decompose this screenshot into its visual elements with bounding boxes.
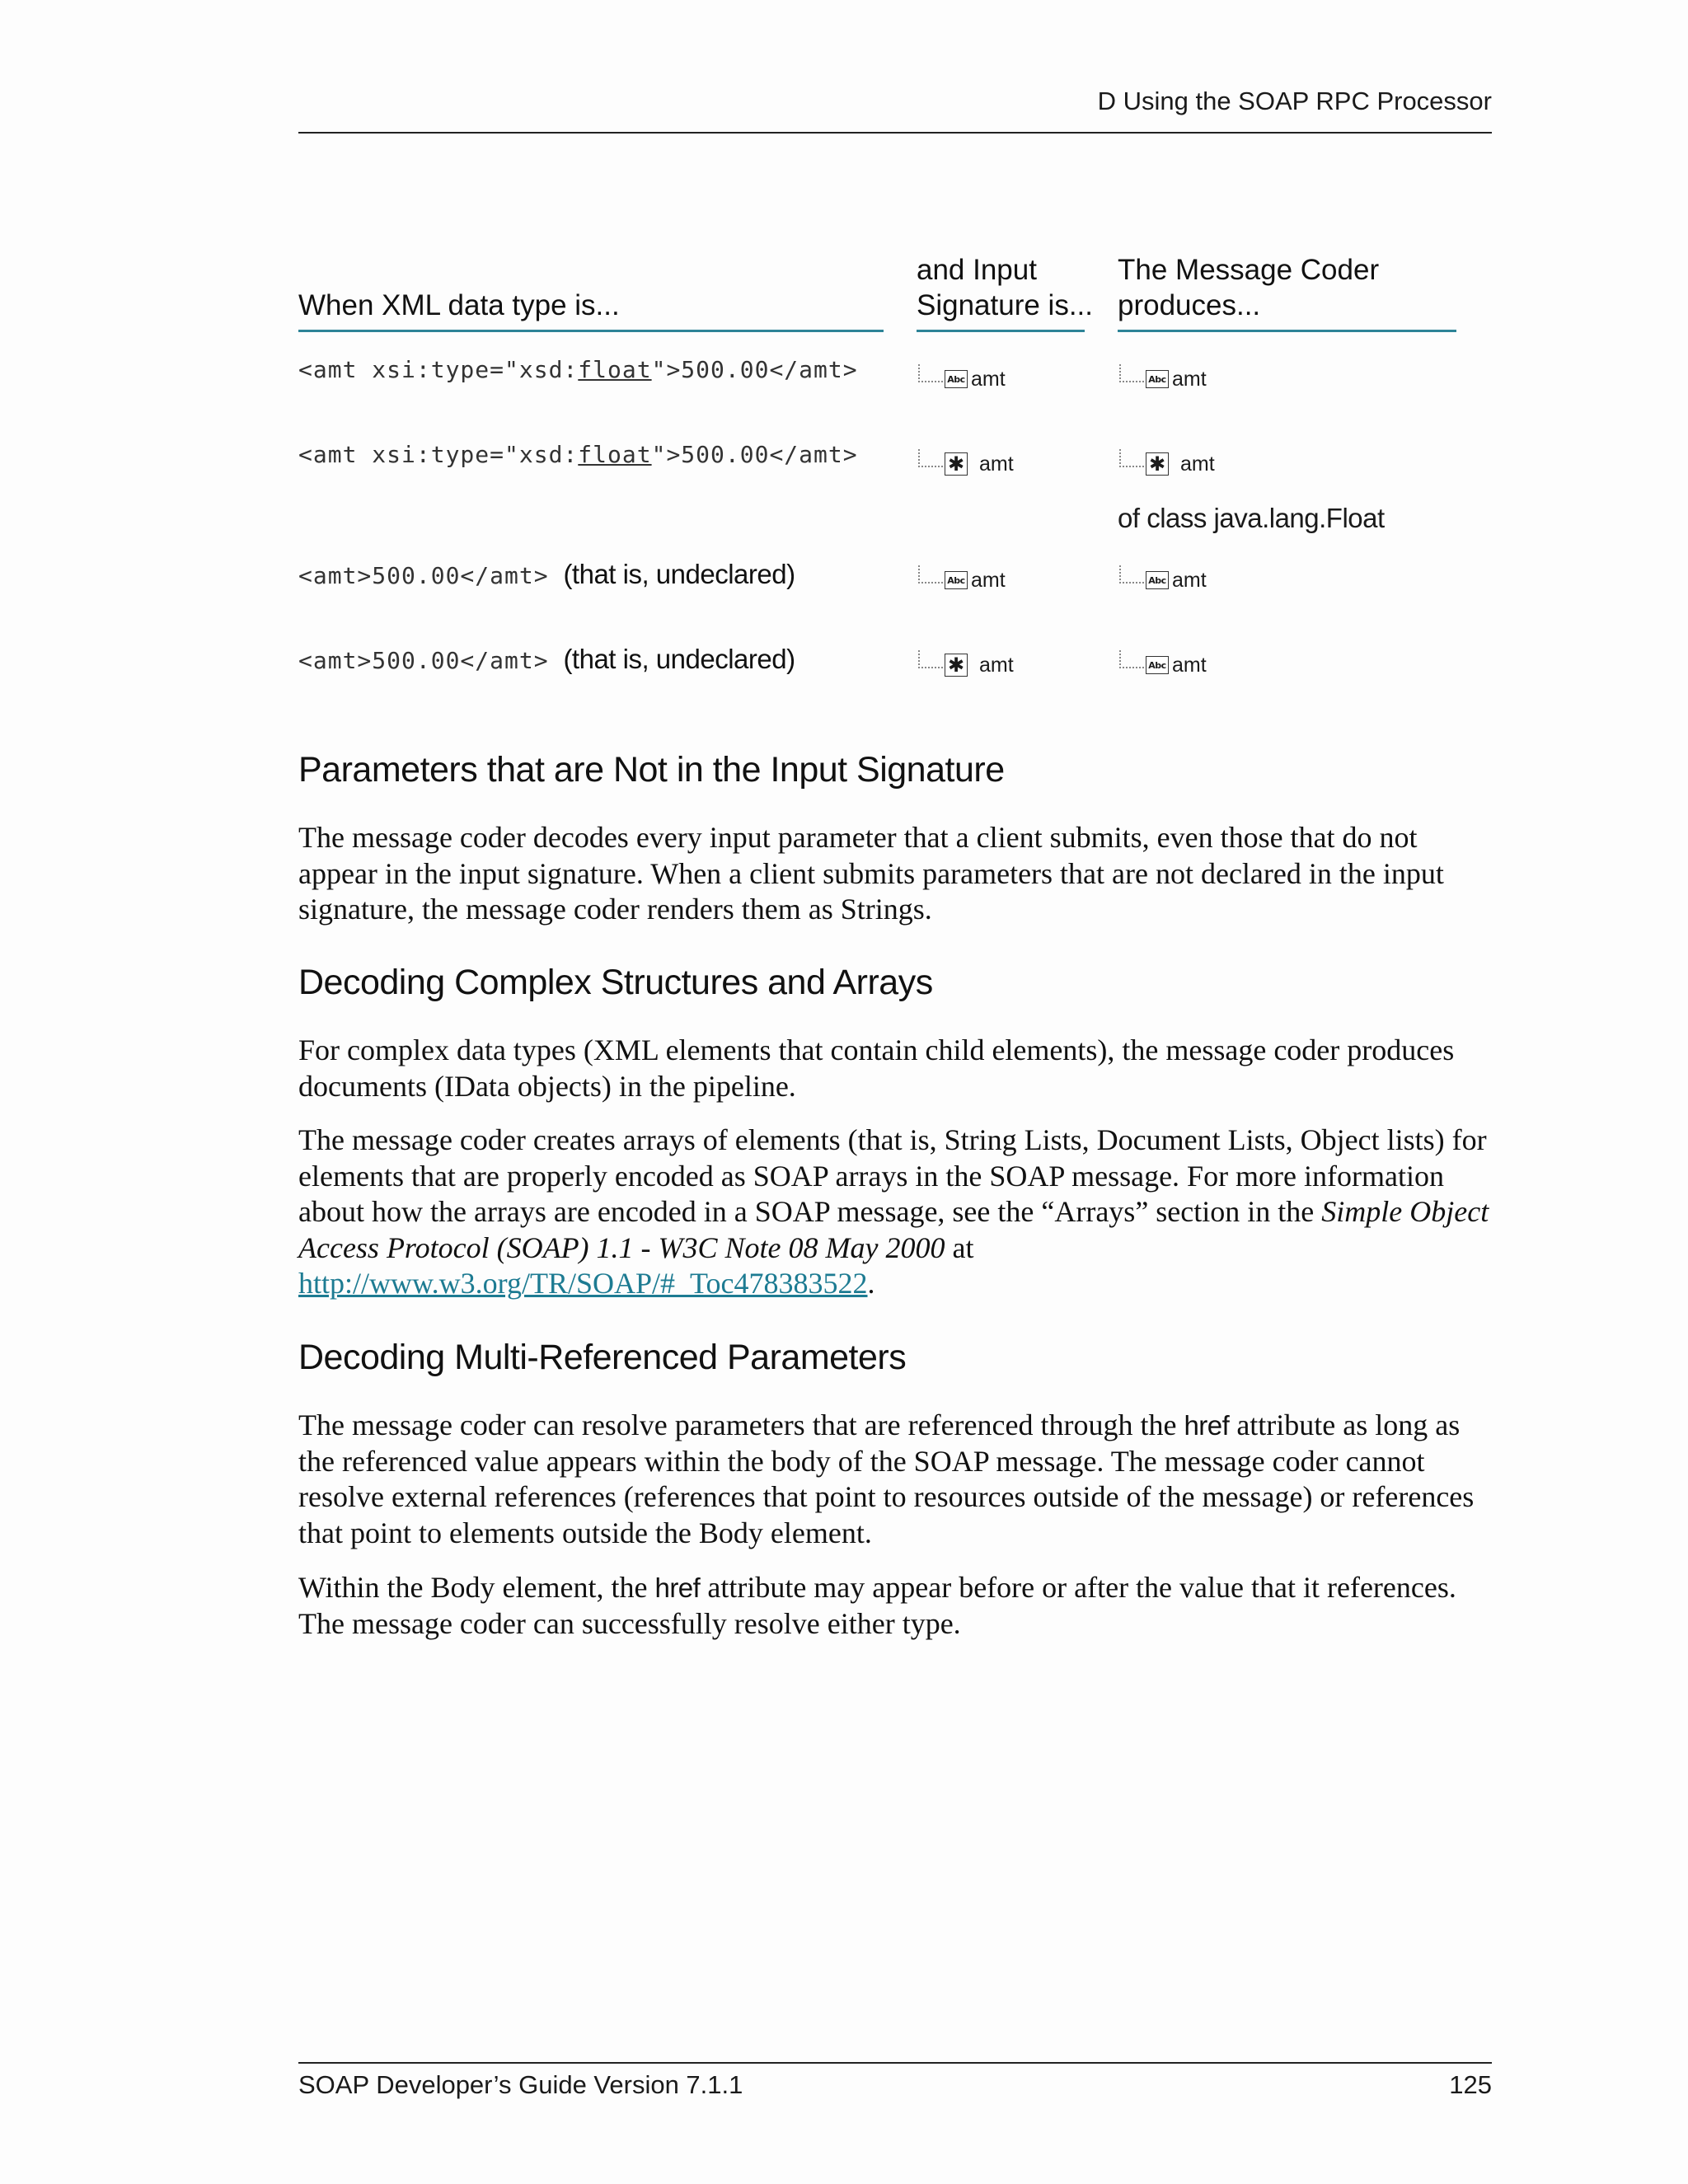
object-icon: ✱ (945, 452, 968, 476)
col-rule-input (917, 330, 1085, 332)
col-rule-output (1118, 330, 1456, 332)
xml-type-keyword: float (578, 356, 652, 383)
w3c-soap-link[interactable]: http://www.w3.org/TR/SOAP/#_Toc478383522 (298, 1267, 868, 1300)
output-node: Abc amt (1119, 565, 1207, 595)
output-node: ✱ amt (1119, 449, 1215, 479)
string-icon: Abc (945, 571, 968, 589)
header-rule (298, 132, 1492, 134)
output-node: Abc amt (1119, 364, 1207, 394)
paragraph-href-order: Within the Body element, the href attribute may appear before or after the value that it references. The message coder can successfully resolve either type. (298, 1571, 1456, 1640)
section-heading-not-in-signature: Parameters that are Not in the Input Signature (298, 750, 1005, 790)
paragraph-not-in-signature: The message coder decodes every input parameter that a client submits, even those that do not appear in the input signature. When a client submits parameters that are not declared in the input signature, the message coder renders them as Strings. (298, 821, 1444, 926)
col-header-input-line2: Signature is... (917, 289, 1093, 321)
col-rule-xml-type (298, 330, 884, 332)
href-keyword: href (654, 1572, 701, 1603)
input-node: Abc amt (918, 364, 1006, 394)
col-header-output-line2: produces... (1118, 289, 1261, 321)
col-header-xml-type: When XML data type is... (298, 289, 620, 321)
xml-value: <amt>500.00</amt> (that is, undeclared) (298, 644, 795, 674)
xml-type-keyword: float (578, 441, 652, 468)
paragraph-complex-types: For complex data types (XML elements that contain child elements), the message coder produces documents (IData objects) in the pipeline. (298, 1033, 1455, 1103)
object-icon: ✱ (945, 654, 968, 677)
string-icon: Abc (1146, 656, 1169, 674)
col-header-output-line1: The Message Coder (1118, 254, 1380, 286)
col-header-output (1118, 252, 1379, 323)
string-icon: Abc (1146, 571, 1169, 589)
paragraph-href-resolution: The message coder can resolve parameters that are referenced through the href attribute as long as the referenced value appears within the body of the SOAP message. The message coder cannot resolve external references (references that point to resources outside of the message) or references that point to elements outside the Body element. (298, 1408, 1475, 1549)
input-node: ✱ amt (918, 650, 1014, 680)
href-keyword: href (1184, 1410, 1230, 1441)
string-icon: Abc (945, 370, 968, 388)
footer-title: SOAP Developer’s Guide Version 7.1.1 (298, 2070, 743, 2099)
running-header: D Using the SOAP RPC Processor (1097, 87, 1492, 115)
spec-title: Simple Object Access Protocol (SOAP) 1.1 - W3C Note 08 May 2000 (298, 1195, 1489, 1264)
input-node: Abc amt (918, 565, 1006, 595)
xml-value: <amt>500.00</amt> (that is, undeclared) (298, 559, 795, 589)
paragraph-arrays: The message coder creates arrays of elements (that is, String Lists, Document Lists, Object lists) for elements that are properly encoded as SOAP arrays in the SOAP message. For more information about how the arrays are encoded in a SOAP message, see the “Arrays” section in the Simple Object Access Protocol (SOAP) 1.1 - W3C Note 08 May 2000 at http://www.w3.org/TR/SOAP/#_Toc478383522. (298, 1123, 1489, 1300)
section-heading-complex-structures: Decoding Complex Structures and Arrays (298, 963, 933, 1002)
footer-rule (298, 2062, 1492, 2064)
xml-note: (that is, undeclared) (563, 644, 795, 674)
output-class-note: of class java.lang.Float (1118, 503, 1385, 533)
page-number: 125 (1449, 2070, 1492, 2099)
xml-value: <amt xsi:type="xsd:float">500.00</amt> (298, 356, 858, 383)
string-icon: Abc (1146, 370, 1169, 388)
object-icon: ✱ (1146, 452, 1169, 476)
col-header-input-signature (917, 252, 1093, 323)
xml-value: <amt xsi:type="xsd:float">500.00</amt> (298, 441, 858, 468)
output-node: Abc amt (1119, 650, 1207, 680)
xml-note: (that is, undeclared) (563, 559, 795, 589)
section-heading-multi-referenced: Decoding Multi-Referenced Parameters (298, 1338, 907, 1377)
col-header-input-line1: and Input (917, 254, 1037, 286)
input-node: ✱ amt (918, 449, 1014, 479)
